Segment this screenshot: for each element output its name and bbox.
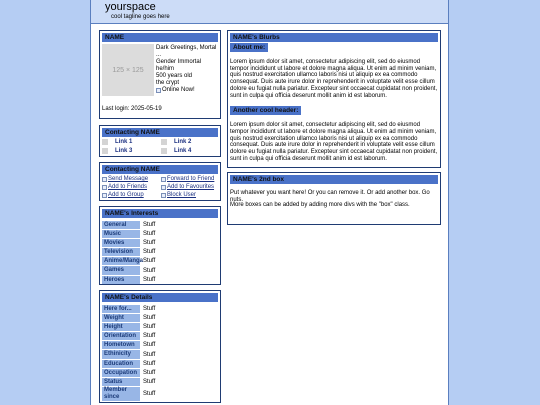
link-square-icon [161,148,167,154]
interest-key: Anime/Manga [104,258,144,265]
link-1-text[interactable]: Link 1 [115,139,133,145]
links-box [99,125,221,157]
link-3-text[interactable]: Link 3 [115,148,133,154]
add-friend-icon [102,185,107,190]
gender-line: Gender Immortal [156,59,202,65]
profile-picture: 125 × 125 [102,44,154,96]
forward-to-friend-link[interactable]: Forward to Friend [167,176,215,182]
profile-box [99,30,221,119]
detail-value: Stuff [143,333,156,340]
forward-icon [161,177,166,182]
table-row [102,275,218,284]
detail-value: Stuff [143,351,156,358]
another-header: Another cool header: [230,106,301,115]
interest-value: Stuff [143,249,156,256]
link-square-icon [102,139,108,145]
blurbs-content [230,43,438,162]
detail-key: Orientation [102,332,140,340]
table-row [102,229,218,238]
online-now-text: Online Now! [162,87,195,93]
detail-key: Height [102,323,140,331]
detail-key: Member since [102,387,140,401]
blurbs-box [227,30,441,168]
second-box-line-1: Put whatever you want here! Or you can remove it. Or add another box. Go nuts. [230,190,430,203]
about-me-text: Lorem ipsum dolor sit amet, consectetur adipiscing elit, sed do eiusmod tempor incididunt ut labore et dolore magna aliqua. Ut enim ad minim veniam, quis nostrud exercitation ullamco laboris nisi ut aliquip ex ea commodo consequat. Duis aute irure dolor in reprehenderit in voluptate velit esse cillum dolore eu fugiat nulla pariatur. Excepteur sint occaecat cupidatat non proident, sunt in culpa qui officia deserunt mollit anim id est laborum. [230,59,438,99]
interest-value: Stuff [143,239,156,246]
pronouns-line: he/him [156,66,175,72]
detail-key: Status [102,378,140,386]
table-row [102,257,218,266]
detail-value: Stuff [143,305,156,312]
detail-value: Stuff [143,369,156,376]
detail-value: Stuff [143,391,156,398]
interest-key: Heroes [102,276,140,284]
link-1[interactable] [102,139,132,145]
link-3[interactable] [102,148,132,154]
second-box-heading: NAME's 2nd box [230,175,438,184]
last-login: Last login: 2025-05-19 [102,106,162,112]
send-message-action[interactable] [102,176,148,182]
detail-value: Stuff [143,379,156,386]
online-now [156,87,222,94]
link-square-icon [102,148,108,154]
table-row [102,322,218,331]
add-to-group-action[interactable] [102,192,144,198]
block-icon [161,193,166,198]
blurbs-heading: NAME's Blurbs [230,33,438,42]
page-container [90,0,449,405]
block-user-link[interactable]: Block User [167,192,197,198]
add-to-friends-action[interactable] [102,184,147,190]
greeting-line: Dark Greetings, Mortal [156,45,217,51]
add-to-favourites-action[interactable] [161,184,214,190]
site-tagline: cool tagline goes here [111,14,170,20]
site-header [91,0,448,24]
interest-key: Television [102,248,140,256]
interest-key: Movies [102,239,140,247]
interest-value: Stuff [143,258,156,265]
table-row [102,350,218,359]
online-icon [156,88,161,93]
second-box-line-2: More boxes can be added by adding more divs with the "box" class. [230,202,410,208]
add-to-group-link[interactable]: Add to Group [108,192,144,198]
interest-value: Stuff [143,221,156,228]
table-row [102,359,218,368]
forward-to-friend-action[interactable] [161,176,214,182]
interest-value: Stuff [143,276,156,283]
interest-value: Stuff [143,230,156,237]
table-row [102,238,218,247]
group-icon [102,193,107,198]
about-me-heading: About me: [230,43,268,52]
detail-value: Stuff [143,360,156,367]
detail-key: Ethinicity [102,350,140,358]
table-row [102,332,218,341]
link-4[interactable] [161,148,191,154]
interest-key: General [102,221,140,229]
link-square-icon [161,139,167,145]
ellipsis-line: ... [156,52,162,58]
detail-value: Stuff [143,323,156,330]
detail-key: Education [102,360,140,368]
table-row [102,313,218,322]
block-user-action[interactable] [161,192,196,198]
detail-key: Hometown [102,341,140,349]
location-line: the crypt [156,80,180,86]
links-heading: Contacting NAME [102,128,218,137]
detail-key: Here for... [102,305,140,313]
table-row [102,220,218,229]
star-icon [161,185,166,190]
details-table [102,304,218,402]
link-2-text[interactable]: Link 2 [174,139,192,145]
table-row [102,341,218,350]
add-to-favourites-link[interactable]: Add to Favourites [167,184,215,190]
contact-actions-box [99,162,221,201]
link-2[interactable] [161,139,191,145]
table-row [102,387,218,402]
profile-heading: NAME [102,33,218,42]
envelope-icon [102,177,107,182]
another-text: Lorem ipsum dolor sit amet, consectetur adipiscing elit, sed do eiusmod tempor incididunt ut labore et dolore magna aliqua. Ut enim ad minim veniam, quis nostrud exercitation ullamco laboris nisi ut aliquip ex ea commodo consequat. Duis aute irure dolor in reprehenderit in voluptate velit esse cillum dolore eu fugiat nulla pariatur. Excepteur sint occaecat cupidatat non proident, sunt in culpa qui officia deserunt mollit anim id est laborum. [230,122,438,162]
table-row [102,378,218,387]
age-line: 500 years old [156,73,193,79]
detail-key: Occupation [102,369,140,377]
site-logo[interactable]: yourspace [105,1,156,13]
add-to-friends-link[interactable]: Add to Friends [108,184,148,190]
detail-value: Stuff [143,314,156,321]
details-box [99,290,221,403]
send-message-link[interactable]: Send Message [108,176,149,182]
interests-table [102,220,218,284]
detail-key: Weight [102,314,140,322]
interests-heading: NAME's Interests [102,209,218,218]
interest-key: Games [102,266,140,274]
details-heading: NAME's Details [102,293,218,302]
profile-info [156,45,222,94]
second-box [227,172,441,225]
link-4-text[interactable]: Link 4 [174,148,192,154]
table-row [102,266,218,275]
interest-key: Music [102,230,140,238]
detail-value: Stuff [143,342,156,349]
table-row [102,248,218,257]
table-row [102,304,218,313]
contact-actions-heading: Contacting NAME [102,165,218,174]
table-row [102,368,218,377]
interests-box [99,206,221,285]
interest-value: Stuff [143,267,156,274]
